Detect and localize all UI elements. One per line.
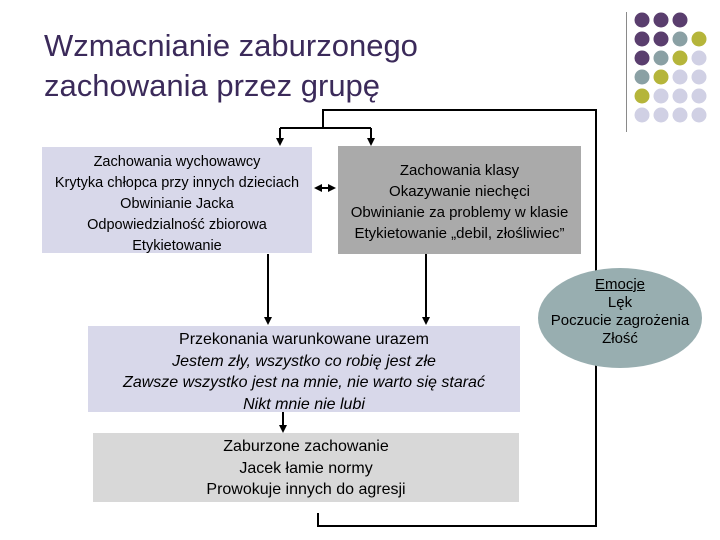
teacher-box-line: Etykietowanie: [132, 238, 222, 254]
teacher-box-heading: Zachowania wychowawcy: [93, 154, 261, 170]
teacher-box-line: Krytyka chłopca przy innych dzieciach: [54, 175, 300, 191]
emotions-line: Złość: [602, 330, 638, 347]
class-box-line: Obwinianie za problemy w klasie: [350, 204, 569, 221]
teacher-behavior-box: [42, 147, 312, 253]
slide-title: Wzmacnianie zaburzonego zachowania przez grupę: [44, 28, 418, 103]
teacher-box-line: Odpowiedzialność zbiorowa: [87, 217, 267, 233]
beliefs-box-heading: Przekonania warunkowane urazem: [179, 331, 429, 348]
beliefs-box-line: Nikt mnie nie lubi: [243, 395, 365, 413]
class-behavior-box: [338, 146, 581, 254]
behavior-box-line: Prowokuje innych do agresji: [206, 481, 406, 498]
emotions-line: Poczucie zagrożenia: [550, 312, 690, 329]
teacher-box-line: Obwinianie Jacka: [120, 196, 234, 212]
emotions-ellipse: [538, 268, 702, 368]
class-box-line: Okazywanie niechęci: [389, 183, 530, 200]
behavior-box-line: Jacek łamie normy: [239, 459, 373, 477]
beliefs-box: [88, 326, 520, 412]
disturbed-behavior-box: [93, 433, 519, 502]
class-box-line: Etykietowanie „debil, złośliwiec”: [354, 225, 565, 242]
emotions-line: Lęk: [607, 294, 633, 311]
beliefs-box-line: Jestem zły, wszystko co robię jest złe: [172, 352, 436, 370]
class-box-heading: Zachowania klasy: [399, 162, 520, 179]
emotions-heading: Emocje: [594, 276, 646, 293]
behavior-box-heading: Zaburzone zachowanie: [223, 438, 389, 455]
beliefs-box-line: Zawsze wszystko jest na mnie, nie warto się starać: [123, 374, 485, 391]
